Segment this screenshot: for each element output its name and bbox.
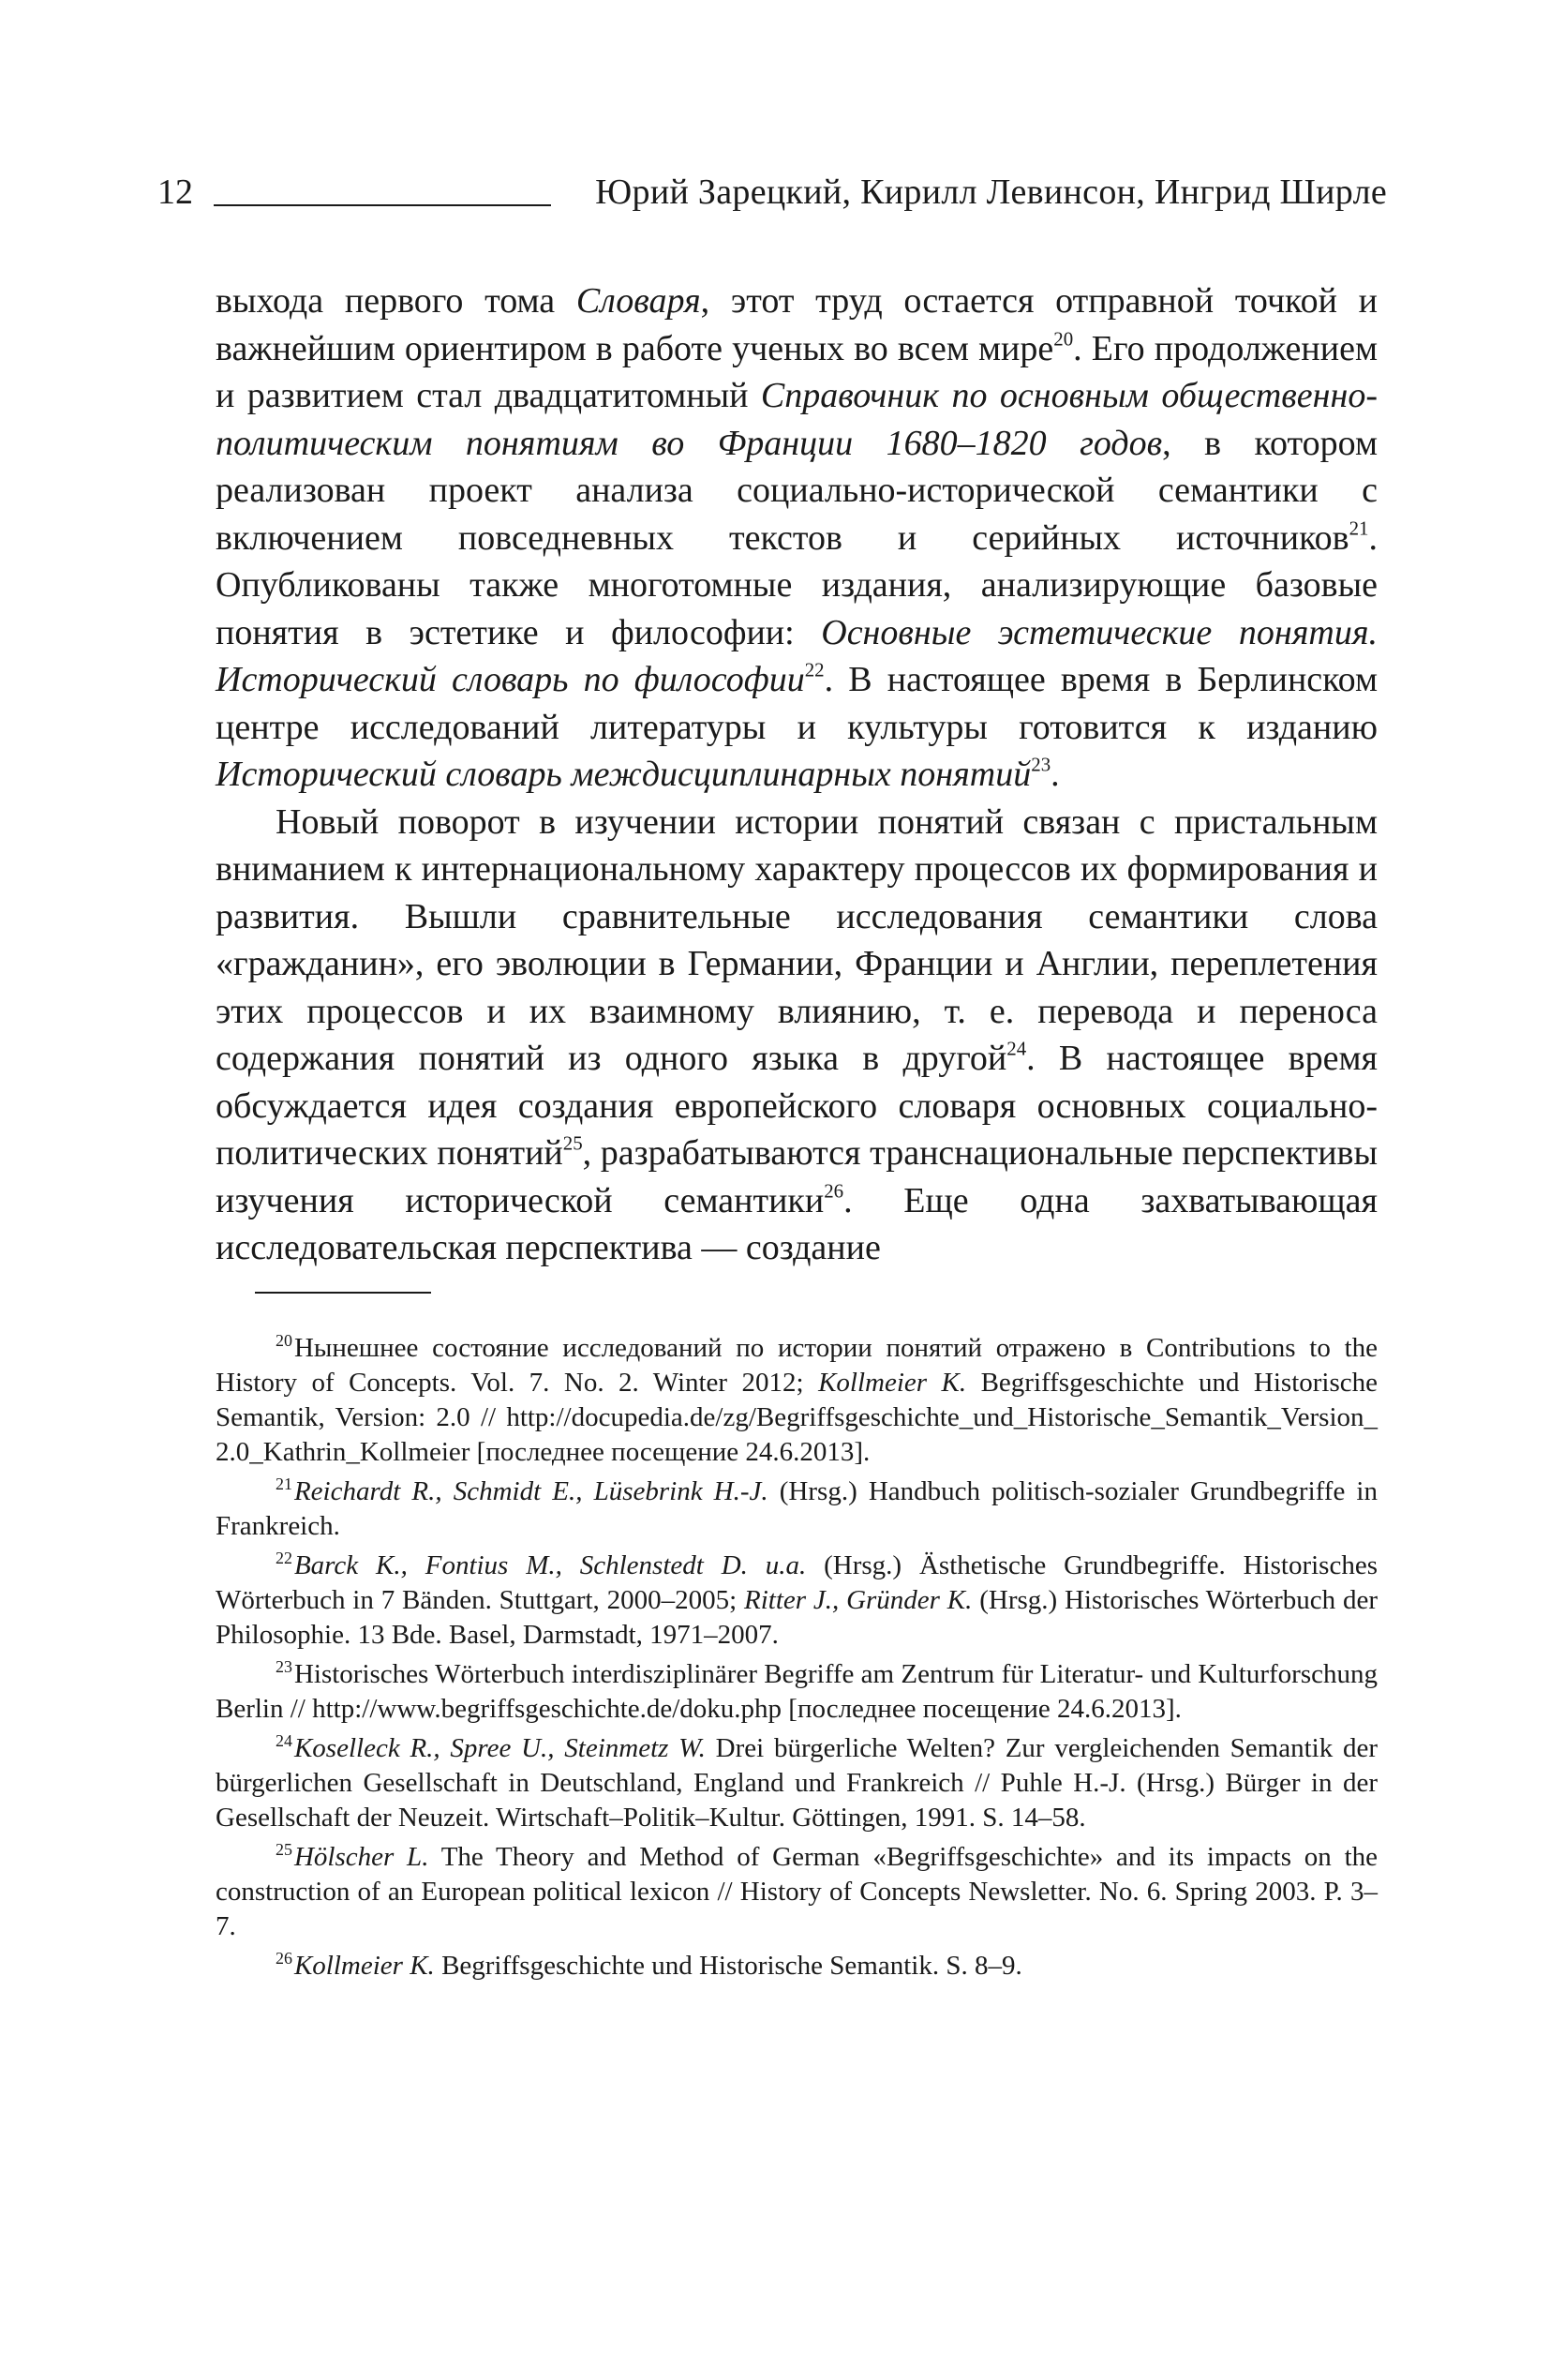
text-run: (Hrsg.) Handbuch politisch-sozialer Grundbegriffe in Frankreich. <box>216 1476 1378 1541</box>
link-url[interactable]: http://docupedia.de/zg/Begriffsgeschichte_und_Historische_Semantik_Version_2.0_Kathrin_Kollmeier <box>216 1402 1378 1467</box>
footnote-number: 22 <box>276 1549 292 1568</box>
text-run: Begriffsgeschichte und Historische Semantik, Version: 2.0 // <box>216 1368 1378 1432</box>
author-name: Barck K., Fontius M., Schlenstedt D. u.a. <box>293 1550 807 1580</box>
footnote-21 <box>216 1474 1378 1544</box>
text-run: Drei bürgerliche Welten? Zur vergleichenden Semantik der bürgerlichen Gesellschaft in Deutschland, England und Frankreich // Puhle H.-J. (Hrsg.) Bürger in der Gesellschaft der Neuzeit. Wirtschaft–Politik–Kultur. Göttingen, 1991. S. 14–58. <box>216 1733 1378 1833</box>
running-header-authors: Юрий Зарецкий, Кирилл Левинсон, Ингрид Ширле <box>595 172 1387 212</box>
text-run: Begriffsgeschichte und Historische Semantik. S. 8–9. <box>434 1951 1022 1981</box>
text-run: (Hrsg.) Historisches Wörterbuch der Philosophie. 13 Bde. Basel, Darmstadt, 1971–2007. <box>216 1585 1378 1650</box>
italic-title: Исторический словарь междисциплинарных понятий <box>216 755 1032 794</box>
text-run: (Hrsg.) Ästhetische Grundbegriffe. Historisches Wörterbuch in 7 Bänden. Stuttgart, 2000–2005; <box>216 1550 1378 1615</box>
header-rule <box>214 204 551 206</box>
author-name: Reichardt R., Schmidt E., Lüsebrink H.-J. <box>293 1476 768 1506</box>
footnote-number: 21 <box>276 1474 292 1494</box>
footnote-ref-25[interactable]: 25 <box>562 1131 583 1155</box>
footnote-ref-23[interactable]: 23 <box>1031 753 1051 776</box>
text-run: . <box>1051 755 1060 794</box>
footnote-ref-20[interactable]: 20 <box>1053 326 1074 350</box>
author-name: Hölscher L. <box>293 1842 429 1872</box>
footnote-24 <box>216 1731 1378 1835</box>
text-run: . В настоящее время в Берлинском центре исследований литературы и культуры готовится к изданию <box>216 660 1378 747</box>
footnote-number: 20 <box>276 1331 292 1351</box>
footnote-number: 24 <box>276 1731 292 1751</box>
text-run: выхода первого тома <box>216 281 576 321</box>
footnote-20 <box>216 1331 1378 1470</box>
author-name: Kollmeier K. <box>818 1368 967 1398</box>
footnote-number: 25 <box>276 1840 292 1860</box>
text-run: . Опубликованы также многотомные издания, анализирующие базовые понятия в эстетике и философии: <box>216 517 1378 652</box>
author-name: Ritter J., Gründer K. <box>744 1585 973 1615</box>
text-run: . В настоящее время обсуждается идея создания европейского словаря основных социально-политических понятий <box>216 1039 1378 1173</box>
footnote-26 <box>216 1949 1378 1983</box>
page-number: 12 <box>157 172 193 212</box>
italic-title: Справочник по основным общественно-политическим понятиям во Франции 1680–1820 годов <box>216 376 1378 463</box>
footnote-ref-22[interactable]: 22 <box>804 658 825 681</box>
footnote-ref-21[interactable]: 21 <box>1349 516 1369 539</box>
text-run: , в котором реализован проект анализа социально-исторической семантики с включением повседневных текстов и серийных источников <box>216 423 1378 558</box>
italic-title: Основные эстетические понятия. Исторический словарь по философии <box>216 612 1378 699</box>
text-run: The Theory and Method of German «Begriffsgeschichte» and its impacts on the construction of an European political lexicon // History of Concepts Newsletter. No. 6. Spring 2003. P. 3–7. <box>216 1842 1379 1941</box>
text-run: . Еще одна захватывающая исследовательская перспектива — создание <box>216 1180 1378 1267</box>
footnotes <box>216 1331 1378 1988</box>
text-run: Нынешнее состояние исследований по истории понятий отражено в Contributions to the History of Concepts. Vol. 7. No. 2. Winter 2012; <box>216 1333 1378 1398</box>
running-header <box>131 169 1387 216</box>
text-run: [последнее посещение 24.6.2013]. <box>469 1437 871 1467</box>
text-run: Historisches Wörterbuch interdisziplinärer Begriffe am Zentrum für Literatur- und Kulturforschung Berlin // http://www.begriffsgeschichte.de/doku.php [последнее посещение 24.6.2013]. <box>216 1659 1378 1724</box>
footnote-22 <box>216 1549 1378 1653</box>
author-name: Kollmeier K. <box>293 1951 435 1981</box>
italic-title: Словаря <box>575 281 701 321</box>
footnote-ref-26[interactable]: 26 <box>824 1178 844 1202</box>
footnote-ref-24[interactable]: 24 <box>1006 1037 1027 1060</box>
main-text <box>216 277 1378 1272</box>
text-run: , разрабатываются транснациональные перспективы изучения исторической семантики <box>216 1133 1379 1220</box>
text-run: . Его продолжением и развитием стал двадцатитомный <box>216 328 1378 415</box>
paragraph-1 <box>216 277 1378 799</box>
footnote-number: 23 <box>276 1657 292 1677</box>
footnote-number: 26 <box>276 1949 292 1968</box>
paragraph-2 <box>216 799 1378 1272</box>
footnote-25 <box>216 1840 1378 1944</box>
footnote-23 <box>216 1657 1378 1727</box>
author-name: Koselleck R., Spree U., Steinmetz W. <box>293 1733 706 1763</box>
text-run: Новый поворот в изучении истории понятий связан с пристальным вниманием к интернациональному характеру процессов их формирования и развития. Вышли сравнительные исследования семантики слова «гражданин», его эволюции в Германии, Франции и Англии, переплетения этих процессов и их взаимному влиянию, т. е. перевода и переноса содержания понятий из одного языка в другой <box>216 801 1378 1078</box>
footnote-separator <box>255 1292 431 1294</box>
text-run: , этот труд остается отправной точкой и важнейшим ориентиром в работе ученых во всем мире <box>216 281 1378 368</box>
